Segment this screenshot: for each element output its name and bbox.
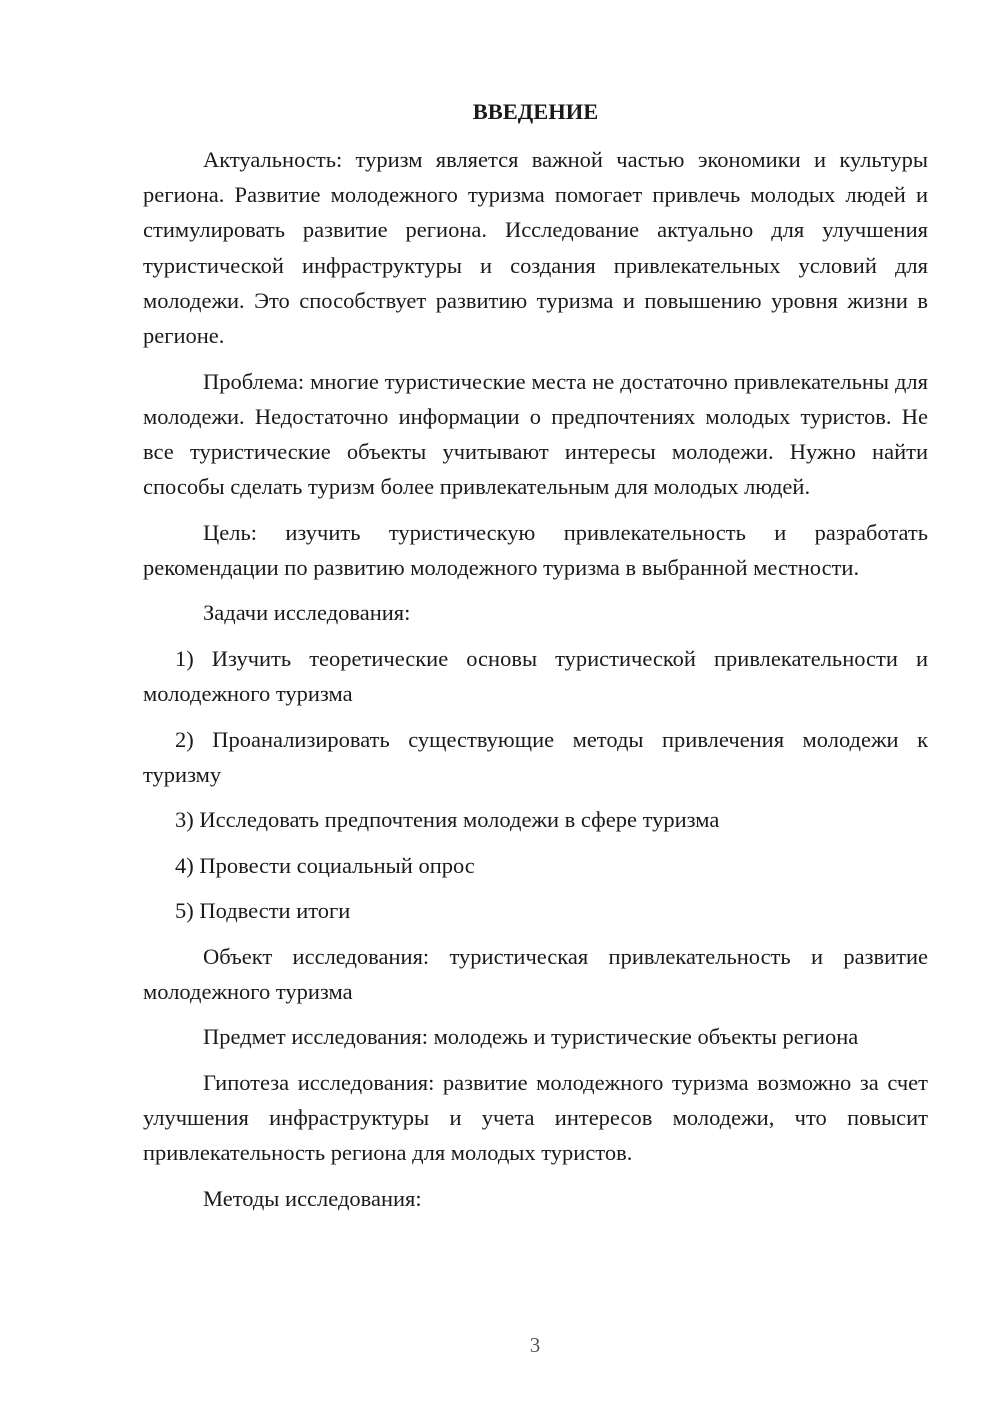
page-title: ВВЕДЕНИЕ (472, 99, 599, 124)
goal-paragraph: Цель: изучить туристическую привлекательность и разработать рекомендации по развитию молодежного туризма в выбранной местности. (143, 519, 928, 580)
task-item: 2) Проанализировать существующие методы привлечения молодежи к туризму (143, 726, 928, 787)
task-item: 3) Исследовать предпочтения молодежи в сфере туризма (175, 807, 720, 833)
task-item: 5) Подвести итоги (175, 898, 351, 924)
methods-paragraph: Методы исследования: (203, 1185, 422, 1211)
hypothesis-paragraph: Гипотеза исследования: развитие молодежного туризма возможно за счет улучшения инфраструктуры и учета интересов молодежи, что повысит привлекательность региона для молодых туристов. (143, 1069, 928, 1166)
task-item: 1) Изучить теоретические основы туристической привлекательности и молодежного туризма (143, 645, 928, 707)
subject-paragraph: Предмет исследования: молодежь и туристические объекты региона (203, 1024, 859, 1050)
task-item: 4) Провести социальный опрос (175, 852, 475, 878)
object-paragraph: Объект исследования: туристическая привлекательность и развитие молодежного туризма (143, 943, 928, 1004)
problem-paragraph: Проблема: многие туристические места не достаточно привлекательны для молодежи. Недостаточно информации о предпочтениях молодых туристов. Не все туристические объекты учитывают интересы молодежи. Нужно найти способы сделать туризм более привлекательным для молодых людей. (143, 368, 928, 500)
relevance-paragraph: Актуальность: туризм является важной частью экономики и культуры региона. Развитие молодежного туризма помогает привлечь молодых людей и стимулировать развитие региона. Исследование актуально для улучшения туристической инфраструктуры и создания привлекательных условий для молодежи. Это способствует развитию туризма и повышению уровня жизни в регионе. (143, 147, 928, 349)
tasks-heading: Задачи исследования: (203, 600, 411, 626)
document-page (143, 94, 928, 1226)
page-number: 3 (529, 1333, 541, 1357)
